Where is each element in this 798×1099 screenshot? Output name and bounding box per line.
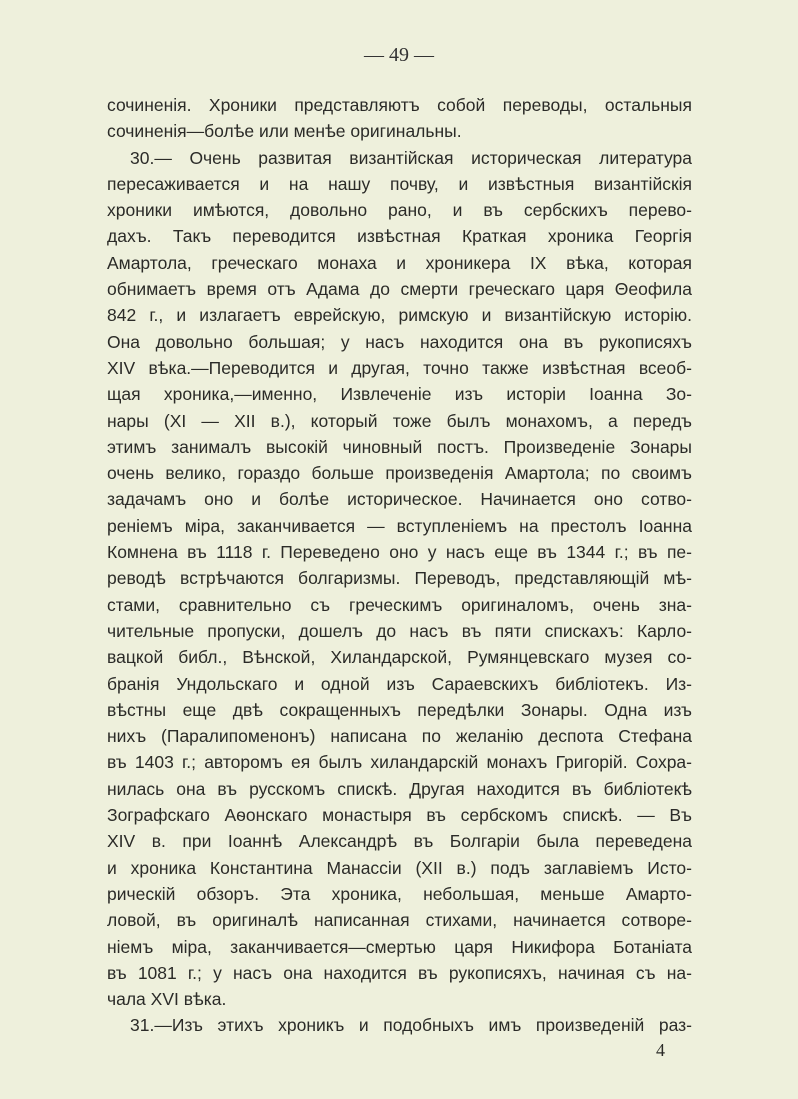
text-line: нилась она въ русскомъ спискѣ. Другая находится въ библіотекѣ bbox=[107, 778, 692, 799]
text-line: 30.— Очень развитая византійская историческая литература bbox=[130, 147, 692, 168]
text-line: въ 1403 г.; авторомъ ея былъ хиландарскій монахъ Григорій. Сохра- bbox=[107, 752, 692, 773]
text-line: реніемъ міра, заканчивается — вступленіемъ на престолъ Іоанна bbox=[107, 515, 692, 536]
text-line: сочиненія. Хроники представляютъ собой переводы, остальныя bbox=[107, 95, 692, 115]
text-line: 842 г., и излагаетъ еврейскую, римскую и византійскую исторію. bbox=[107, 305, 692, 326]
text-line: реводѣ встрѣчаются болгаризмы. Переводъ, представляющій мѣ- bbox=[107, 568, 692, 589]
text-line: ніемъ міра, заканчивается—смертью царя Никифора Ботаніата bbox=[107, 936, 692, 957]
text-line: дахъ. Такъ переводится извѣстная Краткая хроника Георгія bbox=[107, 226, 692, 247]
text-line: ловой, въ оригиналѣ написанная стихами, начинается сотворе- bbox=[107, 910, 692, 931]
text-line: вѣстны еще двѣ сокращенныхъ передѣлки Зонары. Одна изъ bbox=[107, 699, 692, 720]
text-line: 31.—Изъ этихъ хроникъ и подобныхъ имъ произведеній раз- bbox=[130, 1015, 692, 1036]
text-line: рическій обзоръ. Эта хроника, небольшая, меньше Амарто- bbox=[107, 883, 692, 904]
text-line: задачамъ оно и болѣе историческое. Начинается оно сотво- bbox=[107, 489, 692, 510]
text-line: Амартола, греческаго монаха и хроникера IX вѣка, которая bbox=[107, 252, 692, 273]
text-line: нихъ (Паралипоменонъ) написана по желанію деспота Стефана bbox=[107, 726, 692, 747]
text-line: въ 1081 г.; у насъ она находится въ рукописяхъ, начиная съ на- bbox=[107, 962, 692, 983]
text-line: Она довольно большая; у насъ находится она въ рукописяхъ bbox=[107, 331, 692, 352]
signature-mark: 4 bbox=[656, 1040, 665, 1060]
page-number-header: — 49 — bbox=[364, 44, 434, 66]
text-line: пересаживается и на нашу почву, и извѣстныя византійскія bbox=[107, 173, 692, 194]
text-line: сочиненія—болѣе или менѣе оригинальны. bbox=[107, 121, 462, 142]
text-line: вацкой библ., Вѣнской, Хиландарской, Румянцевскаго музея со- bbox=[107, 647, 692, 668]
text-line: Зографскаго Аѳонскаго монастыря въ сербскомъ спискѣ. — Въ bbox=[107, 805, 692, 826]
text-line: XIV в. при Іоаннѣ Александрѣ въ Болгаріи была переведена bbox=[107, 831, 692, 852]
text-line: обнимаетъ время отъ Адама до смерти греческаго царя Θеофила bbox=[107, 279, 692, 300]
text-line: щая хроника,—именно, Извлеченіе изъ исторіи Іоанна Зо- bbox=[107, 384, 692, 405]
text-line: и хроника Константина Манассіи (XII в.) подъ заглавіемъ Исто- bbox=[107, 857, 692, 878]
text-line: хроники имѣются, довольно рано, и въ сербскихъ перево- bbox=[107, 200, 692, 221]
text-line: этимъ занималъ высокій чиновный постъ. Произведеніе Зонары bbox=[107, 436, 692, 457]
text-line: очень велико, гораздо больше произведенія Амартола; по своимъ bbox=[107, 463, 692, 484]
text-line: стами, сравнительно съ греческимъ оригиналомъ, очень зна- bbox=[107, 594, 692, 615]
text-line: бранія Ундольскаго и одной изъ Сараевскихъ библіотекъ. Из- bbox=[107, 673, 692, 694]
text-line: XIV вѣка.—Переводится и другая, точно также извѣстная всеоб- bbox=[107, 357, 692, 378]
text-line: Комнена въ 1118 г. Переведено оно у насъ еще въ 1344 г.; въ пе- bbox=[107, 542, 692, 563]
text-line: нары (XI — XII в.), который тоже былъ монахомъ, а передъ bbox=[107, 410, 692, 431]
text-line: чительные пропуски, дошелъ до насъ въ пяти спискахъ: Карло- bbox=[107, 620, 692, 641]
body-text bbox=[107, 92, 692, 1039]
text-line: чала XVI вѣка. bbox=[107, 989, 227, 1010]
